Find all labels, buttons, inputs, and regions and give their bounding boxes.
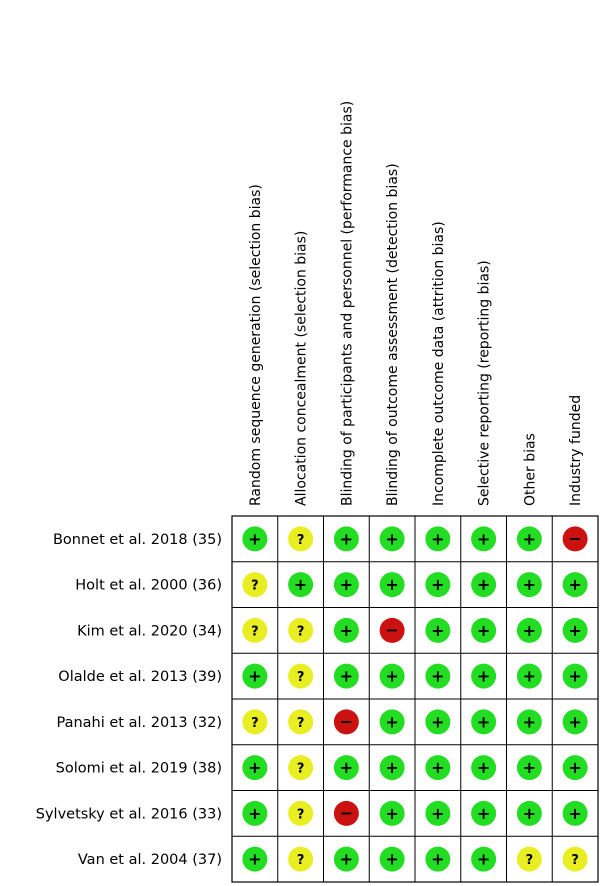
study-label: Bonnet et al. 2018 (35) <box>52 531 222 548</box>
rating-symbol: + <box>385 575 399 595</box>
low-risk-marker <box>517 526 542 551</box>
low-risk-marker <box>334 572 359 597</box>
column-label: Blinding of outcome assessment (detection bias) <box>385 163 402 506</box>
rating-symbol: + <box>248 803 262 823</box>
low-risk-marker <box>425 618 450 643</box>
unclear-risk-marker <box>242 572 267 597</box>
rating-symbol: + <box>476 803 491 823</box>
rating-symbol: + <box>248 849 262 869</box>
low-risk-marker <box>471 847 496 872</box>
column-labels <box>248 101 584 506</box>
rating-symbol: + <box>385 849 399 869</box>
study-label: Panahi et al. 2013 (32) <box>56 714 222 731</box>
low-risk-marker <box>334 618 359 643</box>
low-risk-marker <box>471 755 496 780</box>
study-label: Kim et al. 2020 (34) <box>77 623 222 640</box>
rating-symbol: + <box>522 758 537 778</box>
rating-symbol: + <box>248 666 262 686</box>
low-risk-marker <box>380 526 405 551</box>
low-risk-marker <box>517 801 542 826</box>
low-risk-marker <box>471 572 496 597</box>
unclear-risk-marker <box>288 755 313 780</box>
low-risk-marker <box>563 618 588 643</box>
study-label: Sylvetsky et al. 2016 (33) <box>35 806 222 823</box>
rating-symbol: + <box>431 803 445 823</box>
rating-symbol: + <box>522 712 537 732</box>
rating-symbol: − <box>568 528 582 548</box>
rating-symbol: ? <box>296 807 305 823</box>
rating-symbol: ? <box>296 532 305 548</box>
rating-symbol: + <box>522 666 537 686</box>
rating-symbol: + <box>431 529 445 549</box>
low-risk-marker <box>517 709 542 734</box>
rating-symbol: + <box>476 575 491 595</box>
column-label: Random sequence generation (selection bias) <box>247 184 264 506</box>
rating-symbol: + <box>568 620 582 640</box>
rating-symbol: + <box>431 849 445 869</box>
column-label: Blinding of participants and personnel (performance bias) <box>339 100 356 506</box>
low-risk-marker <box>425 847 450 872</box>
low-risk-marker <box>380 801 405 826</box>
column-label: Industry funded <box>568 394 585 506</box>
rating-symbol: + <box>568 803 582 823</box>
unclear-risk-marker <box>288 847 313 872</box>
low-risk-marker <box>380 847 405 872</box>
rating-symbol: + <box>339 849 354 869</box>
low-risk-marker <box>334 526 359 551</box>
rating-symbol: + <box>339 758 354 778</box>
grid-table <box>232 516 598 882</box>
column-label: Allocation concealment (selection bias) <box>293 230 310 506</box>
rating-symbol: + <box>476 849 491 869</box>
high-risk-marker <box>334 801 359 826</box>
rating-symbol: + <box>431 575 445 595</box>
row-labels <box>36 532 222 868</box>
low-risk-marker <box>563 664 588 689</box>
rating-symbol: + <box>522 529 537 549</box>
low-risk-marker <box>563 572 588 597</box>
low-risk-marker <box>334 755 359 780</box>
rating-symbol: + <box>522 803 537 823</box>
rating-symbol: + <box>431 758 445 778</box>
low-risk-marker <box>242 847 267 872</box>
low-risk-marker <box>425 801 450 826</box>
rating-symbol: + <box>522 575 537 595</box>
rating-symbol: ? <box>296 670 305 686</box>
rating-symbol: + <box>431 620 445 640</box>
unclear-risk-marker <box>288 526 313 551</box>
unclear-risk-marker <box>242 709 267 734</box>
low-risk-marker <box>471 709 496 734</box>
low-risk-marker <box>242 664 267 689</box>
rating-symbol: − <box>339 803 354 823</box>
low-risk-marker <box>425 664 450 689</box>
rating-symbol: ? <box>296 715 305 731</box>
rating-symbol: + <box>431 712 445 732</box>
low-risk-marker <box>334 664 359 689</box>
high-risk-marker <box>563 526 588 551</box>
low-risk-marker <box>517 572 542 597</box>
low-risk-marker <box>425 572 450 597</box>
study-label: Olalde et al. 2013 (39) <box>58 669 222 686</box>
low-risk-marker <box>380 709 405 734</box>
rating-symbol: + <box>339 620 354 640</box>
rating-symbol: ? <box>571 853 579 869</box>
unclear-risk-marker <box>288 664 313 689</box>
rating-symbol: + <box>339 529 354 549</box>
rating-symbol: + <box>339 666 354 686</box>
rating-symbol: + <box>568 758 582 778</box>
rating-symbol: + <box>568 666 582 686</box>
low-risk-marker <box>288 572 313 597</box>
rating-symbol: + <box>568 712 582 732</box>
low-risk-marker <box>425 755 450 780</box>
low-risk-marker <box>517 755 542 780</box>
low-risk-marker <box>380 664 405 689</box>
study-label: Holt et al. 2000 (36) <box>75 577 222 594</box>
unclear-risk-marker <box>517 847 542 872</box>
high-risk-marker <box>334 709 359 734</box>
rating-symbol: + <box>385 529 399 549</box>
low-risk-marker <box>471 664 496 689</box>
rating-symbol: + <box>476 712 491 732</box>
rating-symbol: + <box>385 803 399 823</box>
rating-symbol: ? <box>296 853 305 869</box>
rating-symbol: + <box>431 666 445 686</box>
rating-symbol: ? <box>296 624 305 640</box>
low-risk-marker <box>471 526 496 551</box>
column-label: Selective reporting (reporting bias) <box>476 260 493 506</box>
rating-symbol: + <box>476 666 491 686</box>
unclear-risk-marker <box>288 801 313 826</box>
low-risk-marker <box>380 572 405 597</box>
rating-symbol: + <box>248 529 262 549</box>
low-risk-marker <box>563 755 588 780</box>
low-risk-marker <box>425 526 450 551</box>
low-risk-marker <box>563 801 588 826</box>
rating-symbol: + <box>293 575 308 595</box>
rating-symbol: − <box>339 711 354 731</box>
rating-symbol: + <box>522 620 537 640</box>
low-risk-marker <box>563 709 588 734</box>
rating-symbol: ? <box>251 624 259 640</box>
rating-symbol: + <box>385 712 399 732</box>
rating-symbol: + <box>339 575 354 595</box>
low-risk-marker <box>471 801 496 826</box>
study-label: Van et al. 2004 (37) <box>77 852 222 869</box>
rating-symbol: + <box>385 666 399 686</box>
unclear-risk-marker <box>288 618 313 643</box>
column-label: Incomplete outcome data (attrition bias) <box>430 221 447 506</box>
rating-symbol: ? <box>296 761 305 777</box>
low-risk-marker <box>242 526 267 551</box>
rating-symbol: − <box>385 620 399 640</box>
high-risk-marker <box>380 618 405 643</box>
column-label: Other bias <box>522 433 539 506</box>
rating-symbol: ? <box>251 578 259 594</box>
low-risk-marker <box>471 618 496 643</box>
study-label: Solomi et al. 2019 (38) <box>55 760 222 777</box>
low-risk-marker <box>425 709 450 734</box>
rating-symbol: ? <box>251 715 259 731</box>
rating-symbol: + <box>476 758 491 778</box>
low-risk-marker <box>380 755 405 780</box>
rating-symbol: + <box>476 529 491 549</box>
low-risk-marker <box>517 618 542 643</box>
rating-symbol: ? <box>525 853 534 869</box>
rating-symbol: + <box>248 758 262 778</box>
rating-symbol: + <box>385 758 399 778</box>
low-risk-marker <box>517 664 542 689</box>
low-risk-marker <box>242 755 267 780</box>
low-risk-marker <box>334 847 359 872</box>
unclear-risk-marker <box>288 709 313 734</box>
rating-symbol: + <box>568 575 582 595</box>
rating-symbol: + <box>476 620 491 640</box>
low-risk-marker <box>242 801 267 826</box>
unclear-risk-marker <box>242 618 267 643</box>
unclear-risk-marker <box>563 847 588 872</box>
